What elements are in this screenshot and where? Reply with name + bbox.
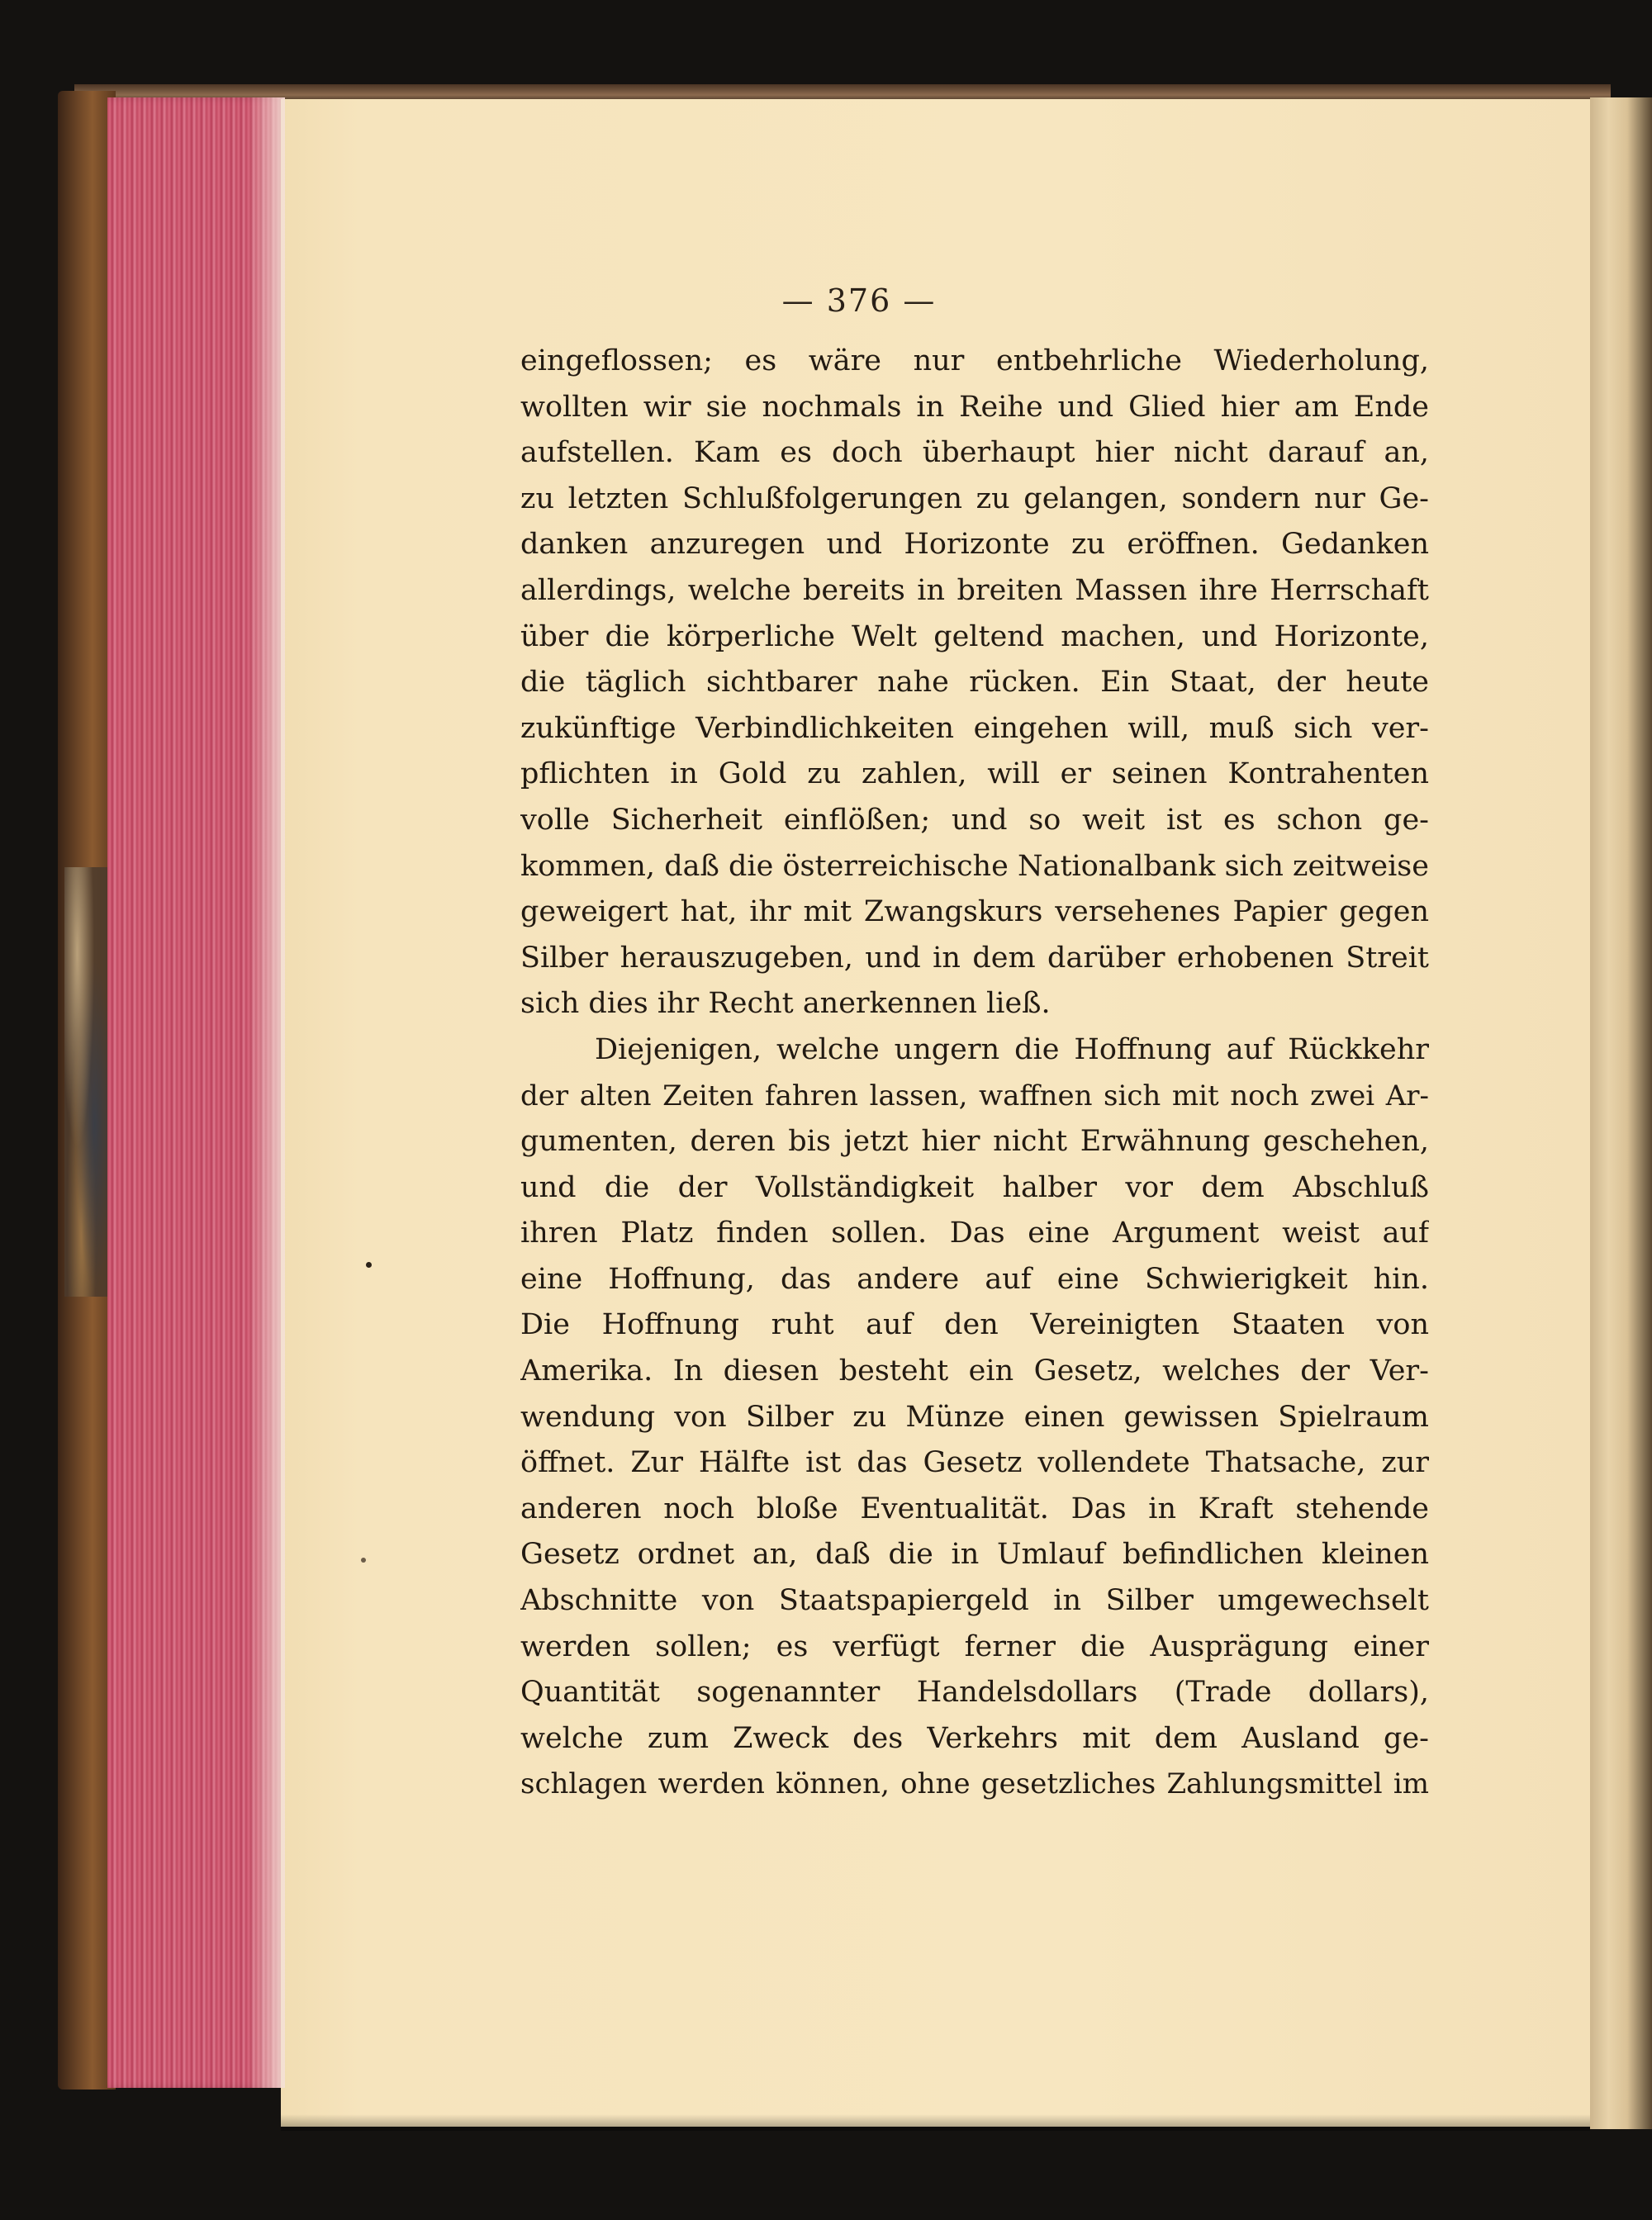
text-line: eine Hoffnung, das andere auf eine Schwierigkeit hin.: [520, 1262, 1429, 1296]
text-line: Abschnitte von Staatspapiergeld in Silber umgewechselt: [520, 1584, 1429, 1618]
text-line: schlagen werden können, ohne gesetzliches Zahlungsmittel im: [520, 1767, 1429, 1801]
text-line: eingeflossen; es wäre nur entbehrliche Wiederholung,: [520, 344, 1429, 377]
margin-mark: [366, 1262, 372, 1268]
page-bottom-shadow: [281, 2114, 1590, 2131]
margin-mark: [361, 1558, 366, 1563]
page-number: — 376 —: [781, 282, 937, 319]
text-line: über die körperliche Welt geltend machen, und Horizonte,: [520, 619, 1429, 653]
text-line: allerdings, welche bereits in breiten Massen ihre Herrschaft: [520, 573, 1429, 607]
text-line: Quantität sogenannter Handelsdollars (Trade dollars),: [520, 1676, 1429, 1710]
text-line: Amerika. In diesen besteht ein Gesetz, welches der Ver-: [520, 1354, 1429, 1388]
text-line: Gesetz ordnet an, daß die in Umlauf befindlichen kleinen: [520, 1538, 1429, 1572]
text-line: Diejenigen, welche ungern die Hoffnung auf Rückkehr: [595, 1032, 1429, 1066]
text-line: geweigert hat, ihr mit Zwangskurs versehenes Papier gegen: [520, 895, 1429, 929]
text-line: die täglich sichtbarer nahe rücken. Ein Staat, der heute: [520, 666, 1429, 700]
text-line: Die Hoffnung ruht auf den Vereinigten Staaten von: [520, 1308, 1429, 1342]
text-line: kommen, daß die österreichische Nationalbank sich zeitweise: [520, 849, 1429, 883]
text-line: werden sollen; es verfügt ferner die Ausprägung einer: [520, 1629, 1429, 1663]
text-line: zu letzten Schlußfolgerungen zu gelangen, sondern nur Ge-: [520, 481, 1429, 515]
text-line: gumenten, deren bis jetzt hier nicht Erwähnung geschehen,: [520, 1125, 1429, 1159]
text-line: pflichten in Gold zu zahlen, will er seinen Kontrahenten: [520, 757, 1429, 791]
text-line: Silber herauszugeben, und in dem darüber erhobenen Streit: [520, 941, 1429, 975]
text-line: wollten wir sie nochmals in Reihe und Glied hier am Ende: [520, 390, 1429, 424]
text-line: öffnet. Zur Hälfte ist das Gesetz vollendete Thatsache, zur: [520, 1446, 1429, 1480]
page-edge-fade: [248, 97, 285, 2088]
text-line: der alten Zeiten fahren lassen, waffnen sich mit noch zwei Ar-: [520, 1079, 1429, 1112]
text-line: aufstellen. Kam es doch überhaupt hier nicht darauf an,: [520, 436, 1429, 470]
text-line: anderen noch bloße Eventualität. Das in Kraft stehende: [520, 1492, 1429, 1525]
text-line: ihren Platz finden sollen. Das eine Argument weist auf: [520, 1217, 1429, 1250]
text-line: welche zum Zweck des Verkehrs mit dem Ausland ge-: [520, 1721, 1429, 1755]
marbled-endpaper: [64, 867, 107, 1297]
text-line: volle Sicherheit einflößen; und so weit ist es schon ge-: [520, 803, 1429, 837]
book-gutter: [1590, 97, 1652, 2129]
body-text: [520, 339, 1429, 1808]
paragraph-1: [520, 339, 1429, 1027]
text-line: und die der Vollständigkeit halber vor dem Abschluß: [520, 1170, 1429, 1204]
text-line: zukünftige Verbindlichkeiten eingehen will, muß sich ver-: [520, 711, 1429, 745]
text-line: wendung von Silber zu Münze einen gewissen Spielraum: [520, 1400, 1429, 1434]
text-line: danken anzuregen und Horizonte zu eröffnen. Gedanken: [520, 528, 1429, 562]
paragraph-2: [520, 1027, 1429, 1808]
text-line: sich dies ihr Recht anerkennen ließ.: [520, 987, 1051, 1021]
